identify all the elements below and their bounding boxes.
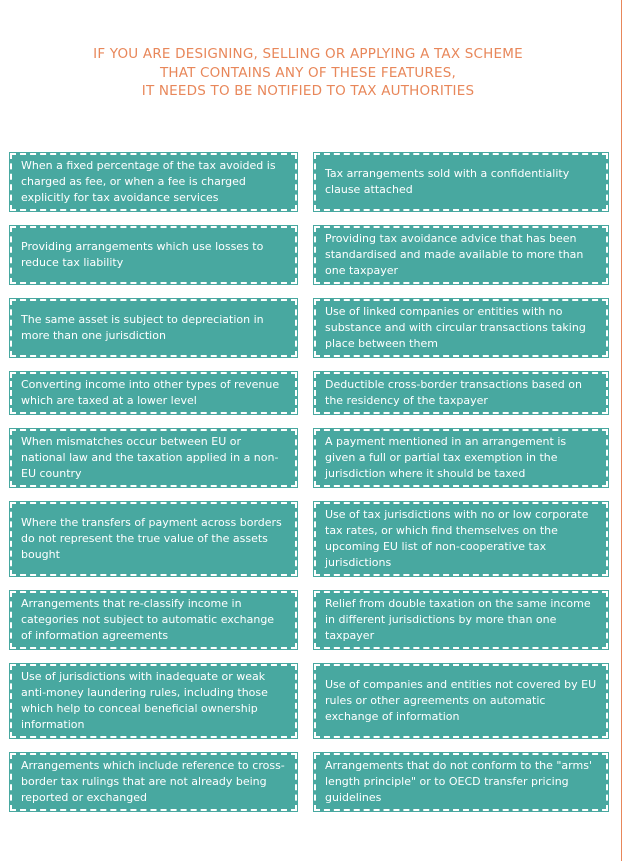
feature-text: Providing tax avoidance advice that has been standardised and made available to more than one taxpayer [325, 232, 584, 277]
feature-card [10, 429, 297, 487]
feature-card [314, 591, 608, 649]
feature-text: Where the transfers of payment across borders do not represent the true value of the assets bought [21, 516, 282, 561]
feature-card [10, 502, 297, 576]
feature-card [10, 226, 297, 284]
feature-text: When a fixed percentage of the tax avoided is charged as fee, or when a fee is charged explicitly for tax avoidance services [21, 159, 276, 204]
page-edge-line [621, 0, 622, 861]
feature-text: Use of jurisdictions with inadequate or weak anti-money laundering rules, including those which help to conceal beneficial ownership information [21, 670, 268, 731]
feature-card [10, 591, 297, 649]
feature-card [10, 753, 297, 811]
feature-card [314, 299, 608, 357]
feature-text: Use of companies and entities not covered by EU rules or other agreements on automatic exchange of information [325, 678, 597, 723]
feature-text: Use of tax jurisdictions with no or low corporate tax rates, or which find themselves on the upcoming EU list of non-cooperative tax jurisdictions [325, 508, 589, 569]
feature-card [10, 664, 297, 738]
feature-text: Converting income into other types of revenue which are taxed at a lower level [21, 378, 280, 407]
page-heading [0, 45, 616, 101]
feature-text: Relief from double taxation on the same income in different jurisdictions by more than one taxpayer [325, 597, 591, 642]
feature-card [314, 664, 608, 738]
feature-text: When mismatches occur between EU or national law and the taxation applied in a non-EU country [21, 435, 279, 480]
feature-card [10, 372, 297, 414]
feature-text: The same asset is subject to depreciation in more than one jurisdiction [21, 313, 264, 342]
feature-text: Use of linked companies or entities with no substance and with circular transactions taking place between them [325, 305, 586, 350]
feature-card [314, 226, 608, 284]
feature-card [314, 153, 608, 211]
feature-text: Tax arrangements sold with a confidentiality clause attached [325, 167, 570, 196]
feature-text: Arrangements that re-classify income in categories not subject to automatic exchange of information agreements [21, 597, 275, 642]
heading-line-1: IF YOU ARE DESIGNING, SELLING OR APPLYING A TAX SCHEME [93, 46, 523, 62]
heading-line-3: IT NEEDS TO BE NOTIFIED TO TAX AUTHORITIES [141, 83, 475, 99]
feature-text: A payment mentioned in an arrangement is given a full or partial tax exemption in the jurisdiction where it should be taxed [325, 435, 567, 480]
feature-card [314, 372, 608, 414]
feature-text: Arrangements which include reference to cross-border tax rulings that are not already being reported or exchanged [21, 759, 285, 804]
feature-card [10, 299, 297, 357]
feature-text: Arrangements that do not conform to the "arms' length principle" or to OECD transfer pricing guidelines [325, 759, 592, 804]
feature-card [314, 429, 608, 487]
feature-card [314, 753, 608, 811]
feature-text: Providing arrangements which use losses to reduce tax liability [21, 240, 264, 269]
feature-card [10, 153, 297, 211]
feature-text: Deductible cross-border transactions based on the residency of the taxpayer [325, 378, 582, 407]
heading-line-2: THAT CONTAINS ANY OF THESE FEATURES, [159, 64, 457, 81]
feature-card [314, 502, 608, 576]
